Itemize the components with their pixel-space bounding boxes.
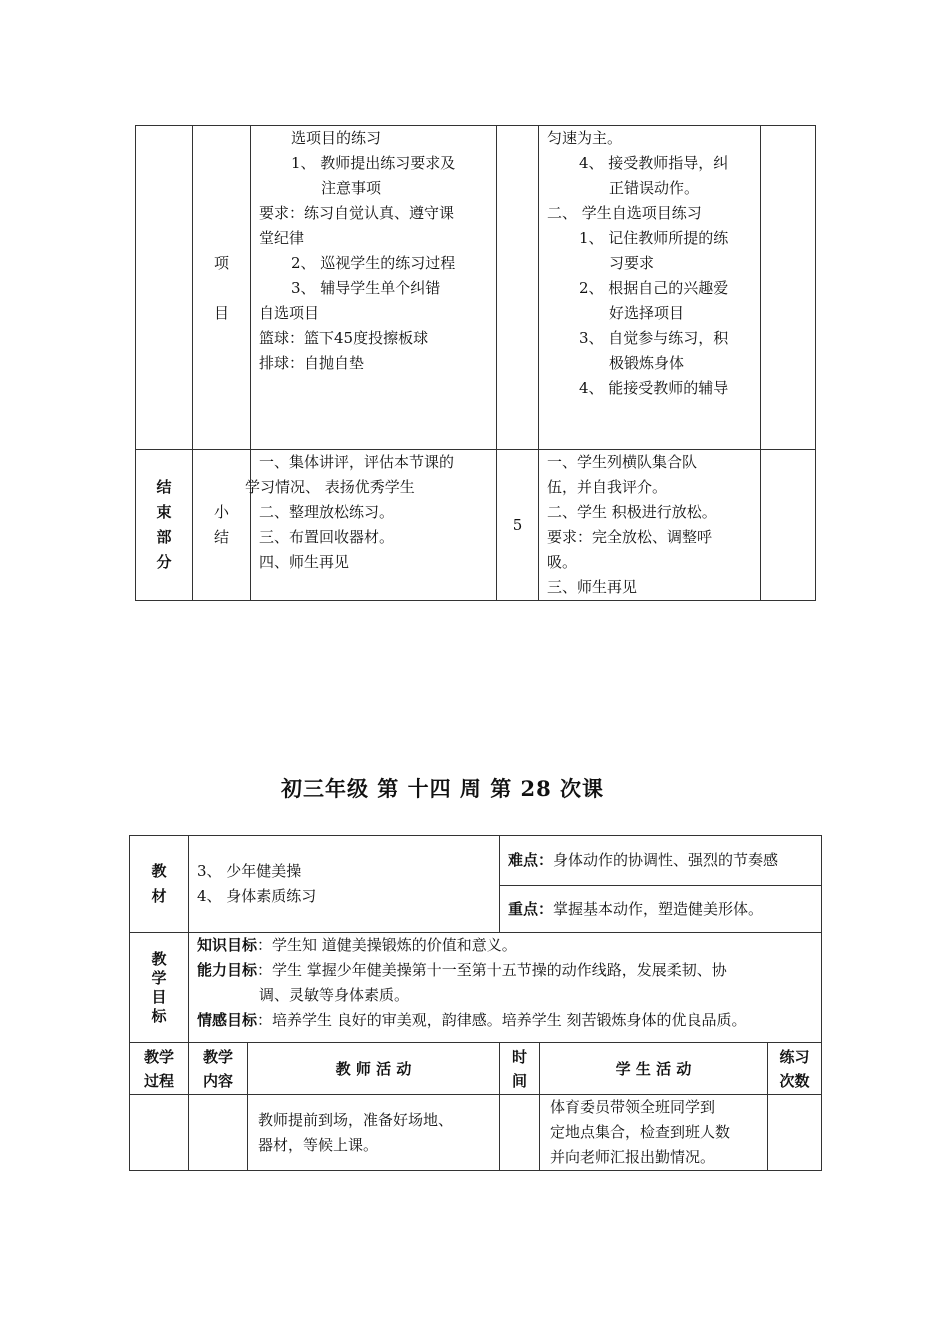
key-point-cell: 重点：掌握基本动作，塑造健美形体。 (500, 886, 822, 933)
content-cell-summary: 小 结 (193, 450, 251, 601)
goals-content: 知识目标：学生知 道健美操锻炼的价值和意义。 能力目标：学生 掌握少年健美操第十一至第十五节操的动作线路，发展柔韧、协 调、灵敏等身体素质。 情感目标：培养学生 良好的审美观，韵律感。培养学生 刻苦锻炼身体的优良品质。 (189, 933, 822, 1043)
process-cell (130, 1095, 189, 1171)
header-time: 时 间 (500, 1043, 540, 1095)
content-cell-project: 项 目 (193, 126, 251, 450)
difficulty-cell: 难点：身体动作的协调性、强烈的节奏感 (500, 836, 822, 886)
section-label-ending: 结 束 部 分 (136, 450, 193, 601)
table-row (130, 933, 822, 1043)
process-cell (136, 126, 193, 450)
student-activity-cell: 一、学生列横队集合队 伍，并自我评介。 二、学生 积极进行放松。 要求：完全放松、调整呼 吸。 三、师生再见 (539, 450, 761, 601)
reps-cell (768, 1095, 822, 1171)
table-row (130, 836, 822, 886)
student-activity-cell: 体育委员带领全班同学到 定地点集合，检查到班人数 并向老师汇报出勤情况。 (540, 1095, 768, 1171)
time-cell (500, 1095, 540, 1171)
table-row (130, 1095, 822, 1171)
student-activity-cell: 匀速为主。 4、 接受教师指导，纠 正错误动作。 二、 学生自选项目练习 1、 记住教师所提的练 习要求 2、 根据自己的兴趣爱 好选择项目 3、 自觉参与练习，积 极锻炼身体 4、 能接受教师的辅导 (539, 126, 761, 450)
time-cell: 5 (497, 450, 539, 601)
goals-label: 教 学 目 标 (130, 933, 189, 1043)
table-row (136, 450, 816, 601)
header-process: 教学 过程 (130, 1043, 189, 1095)
lesson-title: 初三年级 第 十四 周 第 28 次课 (280, 776, 605, 801)
table-row (136, 126, 816, 450)
header-student-activity: 学 生 活 动 (540, 1043, 768, 1095)
lesson-table-continued (135, 125, 816, 601)
teacher-activity-cell: 一、集体讲评，评估本节课的 学习情况、 表扬优秀学生 二、整理放松练习。 三、布置回收器材。 四、师生再见 (251, 450, 497, 601)
header-content: 教学 内容 (189, 1043, 248, 1095)
header-reps: 练习 次数 (768, 1043, 822, 1095)
content-cell (189, 1095, 248, 1171)
teacher-activity-cell: 选项目的练习 1、 教师提出练习要求及 注意事项 要求：练习自觉认真、遵守课 堂纪律 2、 巡视学生的练习过程 3、 辅导学生单个纠错 自选项目 篮球：篮下45度投擦板球 排球：自抛自垫 (251, 126, 497, 450)
time-cell (497, 126, 539, 450)
header-teacher-activity: 教 师 活 动 (248, 1043, 500, 1095)
materials-label: 教 材 (130, 836, 189, 933)
materials-content: 3、 少年健美操 4、 身体素质练习 (189, 836, 500, 933)
teacher-activity-cell: 教师提前到场，准备好场地、 器材，等候上课。 (248, 1095, 500, 1171)
lesson-plan-table (129, 835, 822, 1171)
table-header-row (130, 1043, 822, 1095)
reps-cell (761, 126, 816, 450)
reps-cell (761, 450, 816, 601)
